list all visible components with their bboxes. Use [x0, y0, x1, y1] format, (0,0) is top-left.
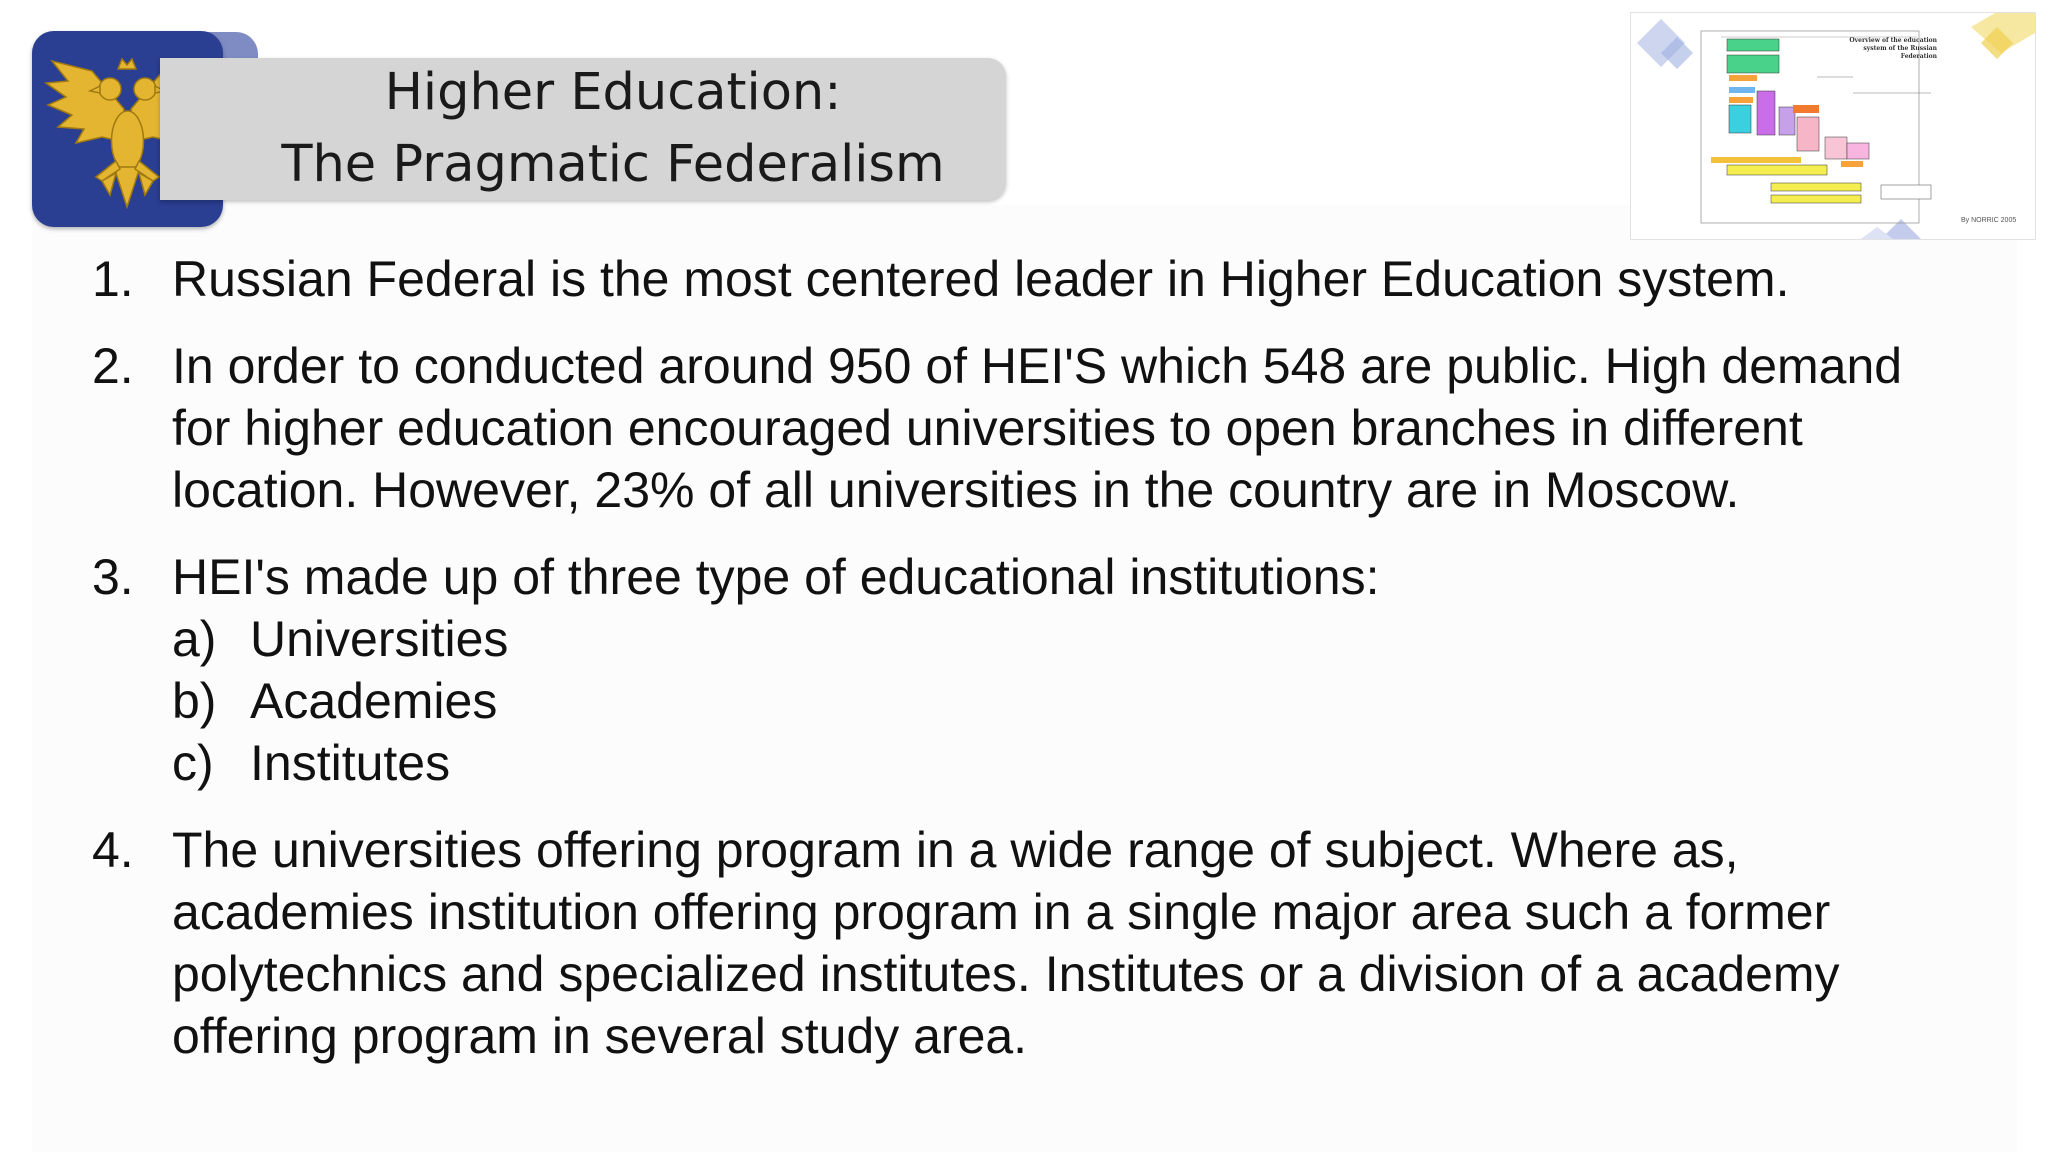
sub-list-letter: b) [172, 673, 217, 729]
list-item-line: offering program in several study area. [172, 1008, 1028, 1064]
diagram-title: Overview of the education system of the Russian Federation [1849, 37, 1937, 60]
sub-list-item [172, 608, 1992, 670]
list-item-line: In order to conducted around 950 of HEI'S which 548 are public. High demand [172, 338, 1903, 394]
diagram-credit: By NORRIC 2005 [1961, 217, 2017, 224]
list-item-line: polytechnics and specialized institutes. Institutes or a division of a academy [172, 946, 1840, 1002]
title-line-1: Higher Education: [384, 63, 842, 122]
title-line-2: The Pragmatic Federalism [281, 135, 945, 194]
list-number: 3. [92, 549, 134, 605]
list-item [92, 335, 1992, 521]
list-number: 2. [92, 338, 134, 394]
sub-list-text: Academies [250, 673, 498, 729]
list-item-line: location. However, 23% of all universities in the country are in Moscow. [172, 462, 1740, 518]
list-number: 4. [92, 822, 134, 878]
education-system-diagram-thumbnail [1630, 12, 2036, 240]
slide-title [220, 58, 1006, 200]
list-item [92, 546, 1992, 794]
sub-list-item [172, 670, 1992, 732]
sub-list-letter: c) [172, 735, 214, 791]
sub-list-text: Institutes [250, 735, 451, 791]
list-item [92, 248, 1992, 310]
list-item-line: academies institution offering program in a single major area such a former [172, 884, 1831, 940]
list-item-line: The universities offering program in a wide range of subject. Where as, [172, 822, 1739, 878]
list-item-text: HEI's made up of three type of educational institutions: [172, 549, 1380, 605]
list-item-text: Russian Federal is the most centered leader in Higher Education system. [172, 251, 1790, 307]
list-item-line: for higher education encouraged universities to open branches in different [172, 400, 1803, 456]
sub-list-item [172, 732, 1992, 794]
list-number: 1. [92, 251, 134, 307]
sub-list-text: Universities [250, 611, 509, 667]
list-item [92, 819, 1992, 1067]
sub-list-letter: a) [172, 611, 217, 667]
main-content-list [92, 248, 1992, 1092]
